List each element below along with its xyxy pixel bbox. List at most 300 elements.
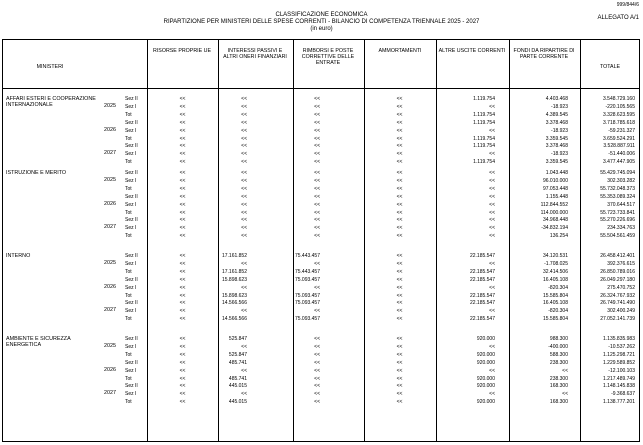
cell-interessi: 485.741 [228, 359, 247, 366]
cell-ammortamenti: << [396, 143, 403, 150]
cell-totale: 3.718.785.618 [603, 119, 635, 126]
cell-interessi: 14.566.566 [221, 300, 247, 307]
cell-totale: 55.429.745.094 [600, 170, 635, 176]
cell-altre: << [489, 391, 495, 398]
cell-ammortamenti: << [396, 253, 403, 259]
cell-risorse: << [179, 367, 186, 374]
table-row [0, 352, 643, 360]
cell-fondi: 15.585.804 [542, 292, 568, 299]
cell-totale: -59.231.327 [608, 127, 635, 134]
cell-totale: 26.049.297.180 [600, 276, 635, 283]
cell-risorse: << [179, 177, 186, 184]
cell-totale: 234.334.763 [607, 225, 635, 232]
cell-ammortamenti: << [396, 111, 403, 118]
cell-ammortamenti: << [396, 300, 403, 307]
cell-interessi: 525.847 [228, 351, 247, 358]
cell-risorse: << [179, 217, 186, 224]
cell-totale: -220.105.565 [605, 103, 635, 110]
cell-risorse: << [179, 351, 186, 358]
cell-interessi: << [241, 367, 247, 374]
cell-ammortamenti: << [396, 185, 403, 192]
year-label: 2025 [104, 342, 116, 349]
cell-ammortamenti: << [396, 343, 403, 350]
header-divider [2, 88, 640, 89]
table-row [0, 261, 643, 269]
cell-risorse: << [179, 185, 186, 192]
cell-risorse: << [179, 308, 186, 315]
cell-totale: 3.548.729.160 [603, 96, 635, 102]
cell-fondi: 112.844.552 [540, 201, 568, 208]
cell-risorse: << [179, 383, 186, 390]
cell-risorse: << [179, 143, 186, 150]
cell-ammortamenti: << [396, 225, 403, 232]
cell-rimborsi: << [314, 151, 320, 158]
cell-interessi: << [241, 201, 247, 208]
cell-altre: << [489, 209, 495, 216]
table-row [0, 112, 643, 120]
row-type: Sez II [125, 119, 138, 126]
table-row [0, 360, 643, 368]
cell-ammortamenti: << [396, 383, 403, 390]
row-type: Tot [125, 233, 132, 240]
cell-altre: 22.185.547 [469, 276, 495, 283]
cell-fondi: 32.414.506 [542, 268, 568, 275]
cell-rimborsi: << [314, 201, 320, 208]
cell-risorse: << [179, 276, 186, 283]
cell-totale: 3.659.524.291 [603, 135, 635, 142]
cell-altre: 22.185.547 [469, 292, 495, 299]
cell-risorse: << [179, 127, 186, 134]
col-rimborsi: RIMBORSI E POSTE CORRETTIVE DELLE ENTRATE [301, 48, 355, 66]
cell-interessi: 15.898.623 [221, 292, 247, 299]
cell-interessi: << [241, 159, 247, 166]
table-row [0, 136, 643, 144]
cell-fondi: 3.378.468 [545, 119, 568, 126]
cell-risorse: << [179, 292, 186, 299]
row-type: Sez II [125, 383, 138, 390]
cell-totale: 55.270.226.696 [600, 217, 635, 224]
row-type: Sez I [125, 151, 137, 158]
cell-rimborsi: 75.443.457 [294, 268, 320, 275]
year-label: 2027 [104, 307, 116, 314]
col-ministeri: MINISTERI [36, 64, 64, 70]
table-row [0, 344, 643, 352]
cell-rimborsi: << [314, 209, 320, 216]
cell-ammortamenti: << [396, 201, 403, 208]
cell-rimborsi: << [314, 367, 320, 374]
cell-ammortamenti: << [396, 336, 403, 342]
cell-ammortamenti: << [396, 151, 403, 158]
table-row [0, 128, 643, 136]
row-type: Sez I [125, 343, 137, 350]
table-row [0, 399, 643, 407]
cell-rimborsi: << [314, 375, 320, 382]
cell-fondi: 588.300 [549, 351, 568, 358]
cell-rimborsi: << [314, 103, 320, 110]
table-row [0, 170, 643, 178]
cell-altre: << [489, 308, 495, 315]
table-row [0, 376, 643, 384]
year-label: 2027 [104, 150, 116, 157]
cell-fondi: -18.923 [551, 103, 568, 110]
cell-rimborsi: << [314, 111, 320, 118]
year-label: 2025 [104, 176, 116, 183]
cell-ammortamenti: << [396, 119, 403, 126]
cell-interessi: << [241, 111, 247, 118]
cell-ammortamenti: << [396, 159, 403, 166]
cell-rimborsi: << [314, 260, 320, 267]
cell-ammortamenti: << [396, 375, 403, 382]
table-row [0, 210, 643, 218]
cell-altre: << [489, 367, 495, 374]
year-label: 2025 [104, 259, 116, 266]
table-row [0, 225, 643, 233]
cell-rimborsi: << [314, 383, 320, 390]
cell-altre: 920.000 [476, 375, 495, 382]
cell-altre: << [489, 151, 495, 158]
table-row [0, 186, 643, 194]
cell-fondi: -400.000 [548, 343, 568, 350]
cell-risorse: << [179, 268, 186, 275]
cell-rimborsi: << [314, 119, 320, 126]
cell-risorse: << [179, 359, 186, 366]
row-type: Tot [125, 111, 132, 118]
col-totale: TOTALE [599, 64, 621, 70]
row-type: Sez II [125, 143, 138, 150]
cell-rimborsi: << [314, 336, 320, 342]
cell-interessi: 445.015 [228, 383, 247, 390]
row-type: Sez I [125, 127, 137, 134]
cell-interessi: << [241, 193, 247, 200]
row-type: Tot [125, 209, 132, 216]
col-altre: ALTRE USCITE CORRENTI [438, 48, 506, 54]
cell-interessi: << [241, 225, 247, 232]
cell-altre: 920.000 [476, 359, 495, 366]
col-ammortamenti: AMMORTAMENTI [378, 48, 422, 54]
cell-fondi: 15.585.804 [542, 316, 568, 323]
row-type: Tot [125, 135, 132, 142]
cell-totale: 55.504.561.459 [600, 233, 635, 240]
cell-fondi: 34.968.448 [542, 217, 568, 224]
cell-totale: 3.528.887.911 [603, 143, 635, 150]
table-row [0, 316, 643, 324]
cell-interessi: << [241, 103, 247, 110]
row-type: Sez II [125, 253, 138, 259]
cell-rimborsi: << [314, 225, 320, 232]
cell-fondi: << [562, 367, 568, 374]
cell-risorse: << [179, 300, 186, 307]
row-type: Sez II [125, 276, 138, 283]
cell-altre: << [489, 170, 495, 176]
table-row [0, 202, 643, 210]
cell-altre: 22.185.547 [469, 268, 495, 275]
cell-totale: 1.138.777.201 [603, 399, 635, 406]
row-type: Tot [125, 351, 132, 358]
cell-ammortamenti: << [396, 399, 403, 406]
cell-interessi: << [241, 209, 247, 216]
cell-totale: 392.376.615 [607, 260, 635, 267]
cell-altre: << [489, 103, 495, 110]
row-type: Sez II [125, 170, 138, 176]
cell-fondi: 34.120.531 [542, 253, 568, 259]
cell-interessi: << [241, 135, 247, 142]
cell-ammortamenti: << [396, 391, 403, 398]
cell-risorse: << [179, 135, 186, 142]
cell-interessi: 15.898.623 [221, 276, 247, 283]
cell-risorse: << [179, 284, 186, 291]
table-row [0, 178, 643, 186]
cell-risorse: << [179, 170, 186, 176]
cell-altre: 1.119.754 [473, 159, 495, 166]
cell-interessi: 525.847 [228, 336, 247, 342]
cell-risorse: << [179, 151, 186, 158]
cell-fondi: 4.403.468 [545, 96, 568, 102]
cell-ammortamenti: << [396, 177, 403, 184]
cell-fondi: -18.923 [551, 151, 568, 158]
cell-rimborsi: << [314, 391, 320, 398]
cell-ammortamenti: << [396, 359, 403, 366]
row-type: Sez II [125, 96, 138, 102]
cell-totale: 1.135.835.983 [603, 336, 635, 342]
table-row [0, 120, 643, 128]
cell-risorse: << [179, 96, 186, 102]
cell-ammortamenti: << [396, 292, 403, 299]
cell-fondi: 988.300 [549, 336, 568, 342]
cell-risorse: << [179, 111, 186, 118]
year-label: 2027 [104, 390, 116, 397]
cell-risorse: << [179, 193, 186, 200]
table-row [0, 194, 643, 202]
cell-totale: 26.324.767.932 [600, 292, 635, 299]
cell-fondi: 238.300 [549, 359, 568, 366]
cell-ammortamenti: << [396, 217, 403, 224]
cell-altre: << [489, 201, 495, 208]
unit-note: (in euro) [310, 26, 333, 32]
row-type: Sez II [125, 336, 138, 342]
cell-risorse: << [179, 253, 186, 259]
cell-rimborsi: << [314, 96, 320, 102]
cell-fondi: 238.300 [549, 375, 568, 382]
cell-totale: 302.400.249 [607, 308, 635, 315]
cell-fondi: << [562, 391, 568, 398]
table-row [0, 293, 643, 301]
cell-rimborsi: << [314, 217, 320, 224]
table-row [0, 383, 643, 391]
cell-fondi: 168.300 [549, 399, 568, 406]
cell-totale: 55.723.733.841 [600, 209, 635, 216]
table-row [0, 151, 643, 159]
cell-altre: 1.119.754 [473, 143, 495, 150]
cell-rimborsi: << [314, 127, 320, 134]
cell-interessi: << [241, 308, 247, 315]
cell-rimborsi: << [314, 135, 320, 142]
cell-totale: 370.644.517 [607, 201, 635, 208]
year-label: 2027 [104, 224, 116, 231]
cell-totale: 275.470.752 [607, 284, 635, 291]
cell-risorse: << [179, 316, 186, 323]
cell-ammortamenti: << [396, 260, 403, 267]
ministry-name: AMBIENTE E SICUREZZA ENERGETICA [6, 336, 71, 349]
cell-totale: 3.477.447.905 [603, 159, 635, 166]
ministry-name: INTERNO [6, 253, 31, 259]
row-type: Sez I [125, 177, 137, 184]
row-type: Tot [125, 268, 132, 275]
cell-interessi: 445.015 [228, 399, 247, 406]
cell-rimborsi: 75.093.457 [294, 292, 320, 299]
cell-interessi: << [241, 217, 247, 224]
table-row [0, 336, 643, 344]
cell-fondi: 1.043.448 [545, 170, 568, 176]
row-type: Sez II [125, 217, 138, 224]
cell-altre: 1.119.754 [473, 111, 495, 118]
cell-risorse: << [179, 119, 186, 126]
cell-totale: 55.353.089.324 [600, 193, 635, 200]
cell-altre: 920.000 [476, 351, 495, 358]
cell-rimborsi: << [314, 143, 320, 150]
cell-risorse: << [179, 209, 186, 216]
cell-fondi: -18.923 [551, 127, 568, 134]
cell-altre: 1.119.754 [473, 96, 495, 102]
cell-interessi: << [241, 127, 247, 134]
allegato-label: ALLEGATO A/1 [597, 15, 639, 21]
cell-altre: << [489, 217, 495, 224]
row-type: Sez II [125, 300, 138, 307]
table-row [0, 217, 643, 225]
cell-ammortamenti: << [396, 316, 403, 323]
cell-rimborsi: << [314, 359, 320, 366]
cell-interessi: 485.741 [228, 375, 247, 382]
cell-interessi: 17.161.852 [221, 253, 247, 259]
cell-risorse: << [179, 233, 186, 240]
cell-ammortamenti: << [396, 268, 403, 275]
table-row [0, 96, 643, 104]
cell-fondi: 3.359.545 [545, 159, 568, 166]
table-row [0, 143, 643, 151]
ministry-name: ISTRUZIONE E MERITO [6, 170, 67, 176]
cell-interessi: << [241, 343, 247, 350]
cell-interessi: << [241, 119, 247, 126]
cell-fondi: 136.254 [549, 233, 568, 240]
cell-altre: 920.000 [476, 383, 495, 390]
col-risorse: RISORSE PROPRIE UE [153, 48, 211, 54]
row-type: Tot [125, 316, 132, 323]
cell-fondi: 16.405.108 [542, 276, 568, 283]
cell-rimborsi: << [314, 233, 320, 240]
cell-rimborsi: 75.443.457 [294, 253, 320, 259]
cell-risorse: << [179, 343, 186, 350]
table-row [0, 253, 643, 261]
cell-interessi: << [241, 170, 247, 176]
cell-totale: 26.749.741.490 [600, 300, 635, 307]
year-label: 2026 [104, 126, 116, 133]
cell-ammortamenti: << [396, 351, 403, 358]
table-row [0, 159, 643, 167]
cell-risorse: << [179, 159, 186, 166]
cell-interessi: 14.566.566 [221, 316, 247, 323]
cell-totale: 27.052.141.739 [600, 316, 635, 323]
row-type: Tot [125, 292, 132, 299]
ministry-name: AFFARI ESTERI E COOPERAZIONE INTERNAZIONALE [6, 96, 96, 109]
cell-ammortamenti: << [396, 170, 403, 176]
row-type: Sez I [125, 284, 137, 291]
cell-fondi: 97.053.448 [542, 185, 568, 192]
cell-totale: 302.303.282 [607, 177, 635, 184]
cell-totale: 26.850.789.016 [600, 268, 635, 275]
cell-altre: << [489, 177, 495, 184]
cell-rimborsi: << [314, 159, 320, 166]
col-fondi: FONDI DA RIPARTIRE DI PARTE CORRENTE [513, 48, 575, 60]
cell-fondi: -34.832.194 [541, 225, 568, 232]
table-row [0, 391, 643, 399]
cell-interessi: << [241, 284, 247, 291]
cell-risorse: << [179, 336, 186, 342]
cell-ammortamenti: << [396, 276, 403, 283]
cell-totale: 1.229.589.852 [603, 359, 635, 366]
cell-interessi: << [241, 143, 247, 150]
cell-rimborsi: << [314, 170, 320, 176]
cell-risorse: << [179, 375, 186, 382]
cell-fondi: 96.010.000 [542, 177, 568, 184]
table-row [0, 233, 643, 241]
cell-risorse: << [179, 391, 186, 398]
cell-altre: << [489, 127, 495, 134]
cell-totale: 1.148.145.838 [603, 383, 635, 390]
cell-altre: 22.185.547 [469, 253, 495, 259]
year-label: 2026 [104, 200, 116, 207]
cell-altre: 920.000 [476, 336, 495, 342]
table-row [0, 308, 643, 316]
cell-risorse: << [179, 260, 186, 267]
cell-altre: 920.000 [476, 399, 495, 406]
cell-ammortamenti: << [396, 284, 403, 291]
cell-risorse: << [179, 103, 186, 110]
cell-fondi: 4.389.545 [545, 111, 568, 118]
table-row [0, 368, 643, 376]
year-label: 2026 [104, 283, 116, 290]
cell-ammortamenti: << [396, 135, 403, 142]
row-type: Sez I [125, 367, 137, 374]
cell-rimborsi: << [314, 308, 320, 315]
cell-altre: << [489, 343, 495, 350]
cell-fondi: 168.300 [549, 383, 568, 390]
cell-altre: << [489, 193, 495, 200]
table-row [0, 269, 643, 277]
cell-rimborsi: << [314, 193, 320, 200]
row-type: Tot [125, 185, 132, 192]
row-type: Sez I [125, 260, 137, 267]
cell-interessi: << [241, 96, 247, 102]
row-type: Sez I [125, 308, 137, 315]
cell-totale: 26.458.412.401 [600, 253, 635, 259]
row-type: Tot [125, 375, 132, 382]
cell-ammortamenti: << [396, 193, 403, 200]
cell-rimborsi: << [314, 284, 320, 291]
year-label: 2025 [104, 102, 116, 109]
row-type: Tot [125, 399, 132, 406]
cell-fondi: -820.304 [548, 308, 568, 315]
cell-rimborsi: << [314, 399, 320, 406]
cell-risorse: << [179, 225, 186, 232]
cell-ammortamenti: << [396, 96, 403, 102]
cell-interessi: 17.161.852 [221, 268, 247, 275]
cell-altre: 22.185.547 [469, 300, 495, 307]
cell-ammortamenti: << [396, 308, 403, 315]
row-type: Sez I [125, 103, 137, 110]
year-label: 2026 [104, 366, 116, 373]
row-type: Sez I [125, 225, 137, 232]
row-type: Tot [125, 159, 132, 166]
cell-risorse: << [179, 399, 186, 406]
